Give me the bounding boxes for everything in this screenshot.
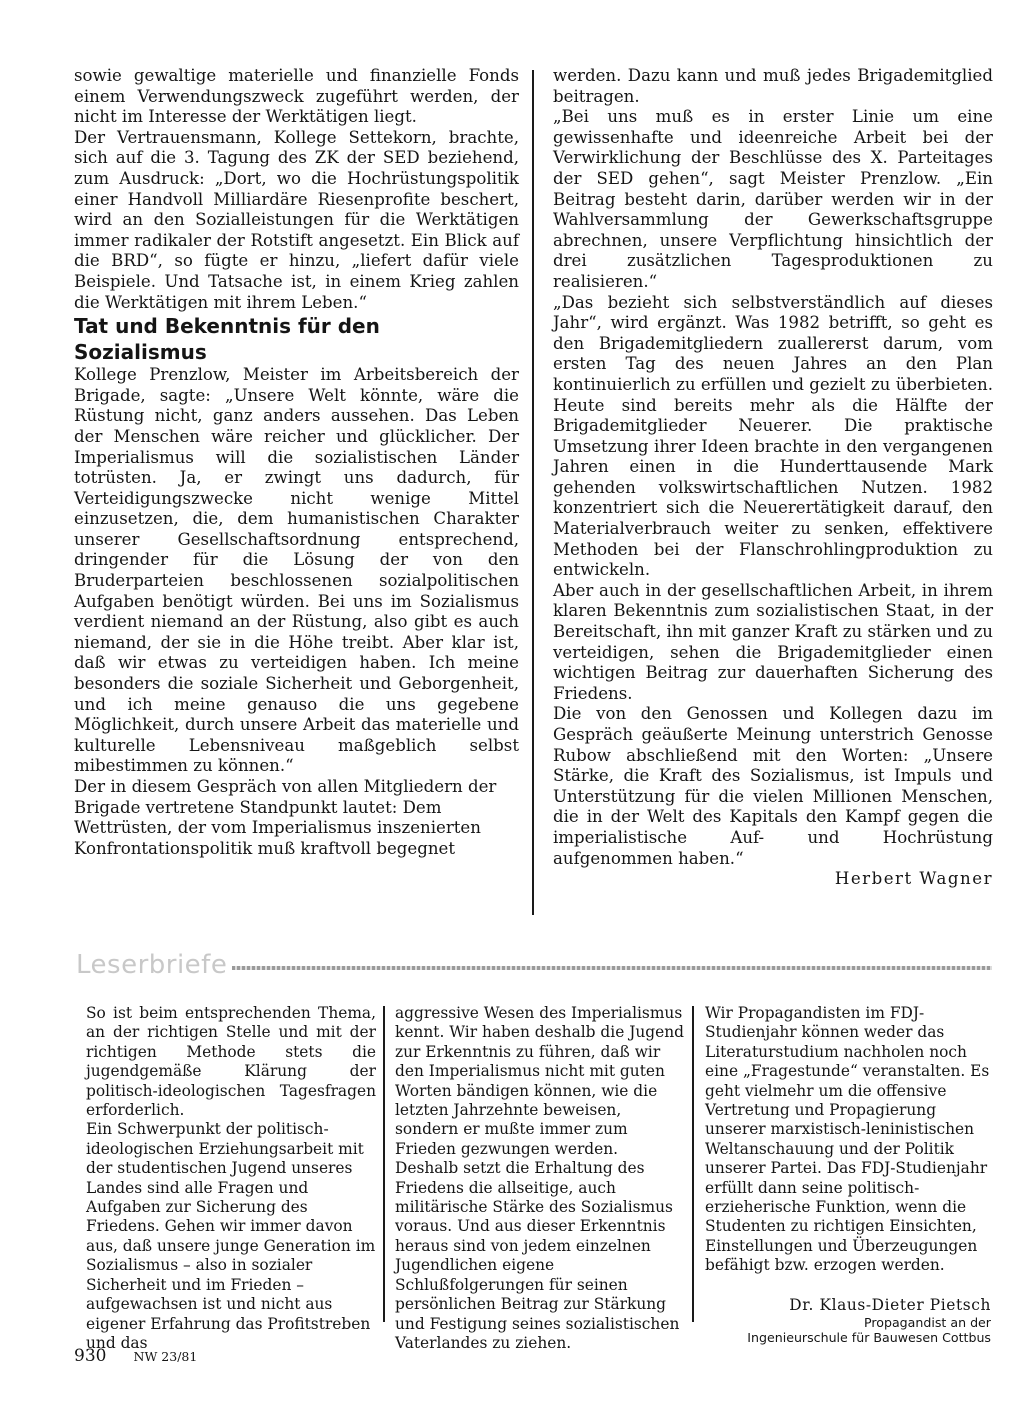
article-paragraph: werden. Dazu kann und muß jedes Brigademitglied beitragen.	[553, 66, 993, 106]
column-divider	[383, 1006, 385, 1322]
column-divider	[532, 70, 534, 915]
article-paragraph: Die von den Genossen und Kollegen dazu im Gespräch geäußerte Meinung unterstrich Genosse Rubow abschließend mit den Worten: „Unsere Stärke, die Kraft des Sozialismus, ist Impuls und Unterstützung für die vielen Millionen Menschen, die in der Welt des Kapitals den Kampf gegen die imperialistische Auf- und Hochrüstung aufgenommen haben.“	[553, 704, 993, 868]
article-column-right	[553, 66, 993, 890]
letter-author: Dr. Klaus-Dieter Pietsch	[789, 1296, 991, 1314]
letter-paragraph: Wir Propagandisten im FDJ-Studienjahr können weder das Literaturstudium nachholen noch eine „Fragestunde“ veranstalten. Es geht vielmehr um die offensive Vertretung und Propagierung unserer marxistisch-leninistischen Weltanschauung und der Politik unserer Partei. Das FDJ-Studienjahr erfüllt dann seine politisch-erzieherische Funktion, wenn die Studenten zu richtigen Einsichten, Einstellungen und Überzeugungen befähigt bzw. erzogen werden.	[705, 1004, 990, 1275]
author-role-line-1: Propagandist an der	[863, 1315, 991, 1330]
letter-column-3	[705, 1004, 991, 1276]
letter-paragraph: Ein Schwerpunkt der politisch-ideologischen Erziehungsarbeit mit der studentischen Jugend unseres Landes sind alle Fragen und Aufgaben zur Sicherung des Friedens. Gehen wir immer davon aus, daß unsere junge Generation im Sozialismus – also in sozialer Sicherheit und im Frieden – aufgewachsen ist und nicht aus eigener Erfahrung das Profitstreben und das	[86, 1120, 376, 1352]
section-heading: Tat und Bekenntnis für den Sozialismus	[74, 314, 380, 365]
article-paragraph: Der Vertrauensmann, Kollege Settekorn, brachte, sich auf die 3. Tagung des ZK der SED beziehend, zum Ausdruck: „Dort, wo die Hochrüstungspolitik einer Handvoll Milliardäre Riesenprofite beschert, wird an den Sozialleistungen für die Werktätigen immer radikaler der Rotstift angesetzt. Ein Blick auf die BRD“, so fügte er hinzu, „liefert dafür viele Beispiele. Und Tatsache ist, in einem Krieg zahlen die Werktätigen mit ihrem Leben.“	[74, 127, 519, 312]
article-paragraph: „Das bezieht sich selbstverständlich auf dieses Jahr“, wird ergänzt. Was 1982 betrifft, so geht es den Brigademitgliedern zuallererst darum, vom ersten Tag des neuen Jahres an den Plan kontinuierlich zu erfüllen und gezielt zu überbieten. Heute sind bereits mehr als die Hälfte der Brigademitglieder Neuerer. Die praktische Umsetzung ihrer Ideen brachte in den vergangenen Jahren einen in die Hunderttausende Mark gehenden volkswirtschaftlichen Nutzen. 1982 konzentriert sich die Neuerertätigkeit darauf, den Materialverbrauch weiter zu senken, effektivere Methoden bei der Flanschrohlingproduktion zu entwickeln.	[553, 292, 993, 580]
section-divider-line	[232, 966, 992, 970]
column-divider	[692, 1006, 694, 1322]
letter-paragraph: aggressive Wesen des Imperialismus kennt. Wir haben deshalb die Jugend zur Erkenntnis zu führen, daß wir den Imperialismus nicht mit guten Worten bändigen können, wie die letzten Jahrzehnte beweisen, sondern er mußte immer zum Frieden gezwungen werden. Deshalb setzt die Erhaltung des Friedens die allseitige, auch militärische Stärke des Sozialismus voraus. Und aus dieser Erkenntnis heraus sind von jedem einzelnen Jugendlichen eigene Schlußfolgerungen für seinen persönlichen Beitrag zur Stärkung und Festigung seines sozialistischen Vaterlandes zu ziehen.	[395, 1004, 684, 1352]
section-label-leserbriefe: Leserbriefe	[76, 950, 228, 980]
article-signature: Herbert Wagner	[834, 869, 993, 889]
page-footer	[74, 1346, 197, 1366]
letter-signature	[705, 1296, 991, 1345]
article-paragraph: „Bei uns muß es in erster Linie um eine gewissenhafte und ideenreiche Arbeit bei der Verwirklichung der Beschlüsse des X. Parteitages der SED gehen“, sagt Meister Prenzlow. „Ein Beitrag besteht darin, darüber werden wir in der Wahlversammlung der Gewerkschaftsgruppe abrechnen, unsere Verpflichtung hinsichtlich der drei zusätzlichen Tagesproduktionen zu realisieren.“	[553, 107, 993, 291]
issue-label: NW 23/81	[133, 1349, 198, 1364]
letter-author-role	[705, 1315, 991, 1345]
letter-column-1	[86, 1004, 376, 1353]
article-paragraph: Kollege Prenzlow, Meister im Arbeitsbereich der Brigade, sagte: „Unsere Welt könnte, wäre die Rüstung nicht, ganz anders aussehen. Das Leben der Menschen wäre reicher und glücklicher. Der Imperialismus will die sozialistischen Länder totrüsten. Ja, er zwingt uns dadurch, für Verteidigungszwecke nicht wenige Mittel einzusetzen, die, dem humanistischen Charakter unserer Gesellschaftsordnung entsprechend, dringender für die Lösung der von den Bruderparteien beschlossenen sozialpolitischen Aufgaben benötigt würden. Bei uns im Sozialismus verdient niemand an der Rüstung, also gibt es auch niemand, der sie in die Höhe treibt. Aber klar ist, daß wir etwas zu verteidigen haben. Ich meine besonders die soziale Sicherheit und Geborgenheit, und ich meine genauso die uns gegebene Möglichkeit, durch unsere Arbeit das materielle und kulturelle Lebensniveau maßgeblich selbst mibestimmen zu können.“	[74, 365, 519, 776]
article-paragraph: sowie gewaltige materielle und finanzielle Fonds einem Verwendungszweck zugeführt werden, der nicht im Interesse der Werktätigen liegt.	[74, 66, 519, 127]
page-number: 930	[74, 1346, 107, 1366]
letter-paragraph: So ist beim entsprechenden Thema, an der richtigen Stelle und mit der richtigen Methode stets die jugendgemäße Klärung der politisch-ideologischen Tagesfragen erforderlich.	[86, 1004, 376, 1120]
article-paragraph: Der in diesem Gespräch von allen Mitgliedern der Brigade vertretene Standpunkt lautet: Dem Wettrüsten, der vom Imperialismus inszenierten Konfrontationspolitik muß kraftvoll begegnet	[74, 777, 497, 858]
author-role-line-2: Ingenieurschule für Bauwesen Cottbus	[747, 1330, 991, 1345]
letter-column-2	[395, 1004, 685, 1353]
article-paragraph: Aber auch in der gesellschaftlichen Arbeit, in ihrem klaren Bekenntnis zum sozialistischen Staat, in der Bereitschaft, ihn mit ganzer Kraft zu stärken und zu verteidigen, sehen die Brigademitglieder einen wichtigen Beitrag zur dauerhaften Sicherung des Friedens.	[553, 580, 993, 703]
article-column-left	[74, 66, 519, 859]
